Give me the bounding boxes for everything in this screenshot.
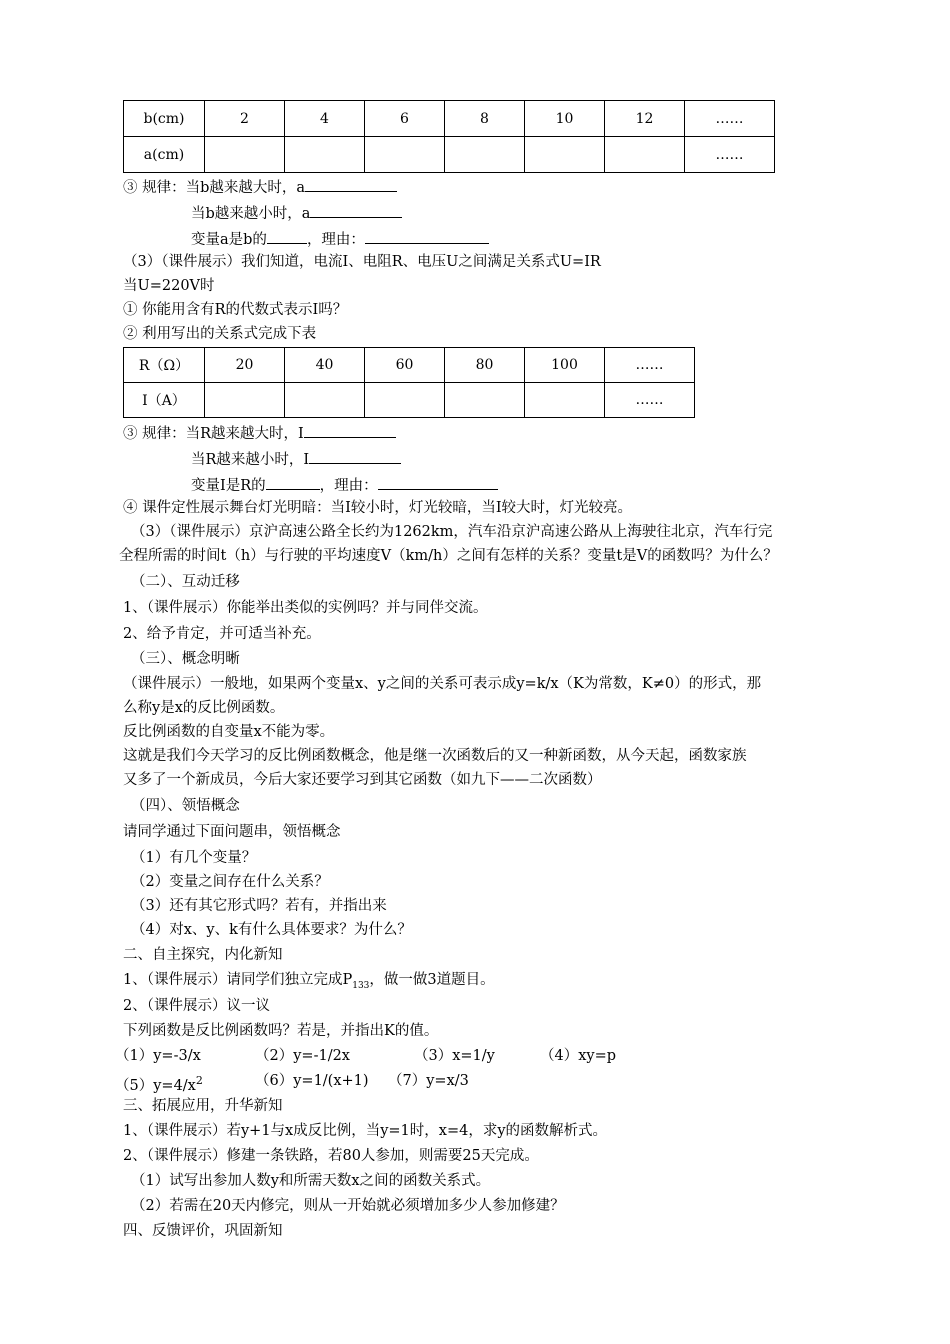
section-heading: （三）、概念明晰 [131, 651, 240, 667]
list-item: （2）变量之间存在什么关系？ [131, 874, 329, 890]
page-subscript: 133 [352, 980, 370, 991]
table-row [124, 101, 775, 137]
paragraph [123, 970, 495, 996]
table-row [124, 383, 695, 418]
rule-text: ，理由： [306, 232, 365, 248]
table-cell: 2 [205, 101, 285, 137]
paragraph: 请同学通过下面问题串，领悟概念 [123, 824, 341, 840]
table-cell: 20 [205, 348, 285, 383]
table-cell [605, 137, 685, 173]
section-heading: （二）、互动迁移 [131, 574, 240, 590]
rule-line [191, 474, 498, 496]
question: ④ 课件定性展示舞台灯光明暗：当I较小时，灯光较暗，当I较大时，灯光较亮。 [123, 500, 633, 516]
table-cell: 4 [285, 101, 365, 137]
exponent: 2 [195, 1074, 203, 1087]
function-item: （7）y=x/3 [388, 1073, 469, 1089]
function-item [115, 1071, 203, 1096]
rule-line [123, 422, 396, 444]
function-item: （6）y=1/(x+1) [255, 1073, 369, 1089]
table-cell: 60 [365, 348, 445, 383]
paragraph: （3）（课件展示）京沪高速公路全长约为1262km，汽车沿京沪高速公路从上海驶往北京，汽车行完 [131, 524, 773, 540]
function-item: （3）x=1/y [414, 1048, 495, 1064]
table-cell: I（A） [124, 383, 205, 418]
rule-text: 变量a是b的 [191, 232, 267, 248]
table-cell [285, 137, 365, 173]
table-cell [525, 383, 605, 418]
answer-blank [309, 448, 401, 464]
section-heading: 四、反馈评价，巩固新知 [123, 1223, 283, 1239]
paragraph: 2、（课件展示）议一议 [123, 998, 270, 1014]
table-cell: 6 [365, 101, 445, 137]
rule-text: 当b越来越小时，a [191, 206, 311, 222]
list-item: （1）试写出参加人数y和所需天数x之间的函数关系式。 [131, 1173, 491, 1189]
table-cell [285, 383, 365, 418]
table-cell: 100 [525, 348, 605, 383]
paragraph: （课件展示）一般地，如果两个变量x、y之间的关系可表示成y=k/x（K为常数，K≠0）的形式，那 [123, 676, 762, 692]
answer-blank [305, 176, 397, 192]
answer-blank [267, 228, 307, 244]
table-r-i [123, 347, 695, 418]
table-cell [445, 383, 525, 418]
rule-line [191, 202, 402, 224]
table-cell [525, 137, 605, 173]
rule-line [123, 176, 397, 198]
rule-line [191, 448, 401, 470]
rule-text: ③ 规律：当R越来越大时，I [123, 426, 304, 442]
answer-blank [304, 422, 396, 438]
rule-line [191, 228, 489, 250]
table-cell [205, 383, 285, 418]
table-row [124, 348, 695, 383]
function-item: （4）xy=p [540, 1048, 617, 1064]
table-cell: …… [605, 383, 695, 418]
table-cell [205, 137, 285, 173]
section-heading: （四）、领悟概念 [131, 798, 240, 814]
paragraph: 2、给予肯定，并可适当补充。 [123, 626, 321, 642]
table-b-a [123, 100, 775, 173]
function-item: （2）y=-1/2x [255, 1048, 350, 1064]
table-cell [365, 137, 445, 173]
table-cell: 10 [525, 101, 605, 137]
function-item: （1）y=-3/x [115, 1048, 201, 1064]
paragraph: 这就是我们今天学习的反比例函数概念，他是继一次函数后的又一种新函数，从今天起，函数家族 [123, 748, 747, 764]
paragraph-text: 1、（课件展示）请同学们独立完成P [123, 972, 353, 988]
paragraph: 全程所需的时间t（h）与行驶的平均速度V（km/h）之间有怎样的关系？变量t是V的函数吗？为什么？ [119, 548, 778, 564]
rule-text: ，理由： [319, 478, 378, 494]
table-cell: …… [685, 137, 775, 173]
table-row [124, 137, 775, 173]
paragraph-text: ，做一做3道题目。 [369, 972, 495, 988]
list-item: （2）若需在20天内修完，则从一开始就必须增加多少人参加修建？ [131, 1198, 565, 1214]
section-heading: 三、拓展应用，升华新知 [123, 1098, 283, 1114]
section-heading: 二、自主探究，内化新知 [123, 947, 283, 963]
answer-blank [365, 228, 489, 244]
paragraph: 反比例函数的自变量x不能为零。 [123, 724, 335, 740]
table-cell: a(cm) [124, 137, 205, 173]
paragraph: 2、（课件展示）修建一条铁路，若80人参加，则需要25天完成。 [123, 1148, 539, 1164]
table-cell: …… [605, 348, 695, 383]
table-cell: 12 [605, 101, 685, 137]
paragraph: 当U=220V时 [123, 278, 215, 294]
table-cell: 8 [445, 101, 525, 137]
question: ② 利用写出的关系式完成下表 [123, 326, 317, 342]
paragraph: 又多了一个新成员，今后大家还要学习到其它函数（如九下——二次函数） [123, 772, 602, 788]
paragraph: 1、（课件展示）你能举出类似的实例吗？并与同伴交流。 [123, 600, 488, 616]
rule-text: ③ 规律：当b越来越大时，a [123, 180, 306, 196]
function-text: （5）y=4/x [115, 1077, 196, 1094]
table-cell [365, 383, 445, 418]
table-cell [445, 137, 525, 173]
answer-blank [266, 474, 320, 490]
paragraph: 1、（课件展示）若y+1与x成反比例，当y=1时，x=4，求y的函数解析式。 [123, 1123, 608, 1139]
list-item: （3）还有其它形式吗？若有，并指出来 [131, 898, 387, 914]
table-cell: 80 [445, 348, 525, 383]
table-cell: …… [685, 101, 775, 137]
paragraph: （3）（课件展示）我们知道，电流I、电阻R、电压U之间满足关系式U=IR [123, 254, 601, 270]
paragraph: 么称y是x的反比例函数。 [123, 700, 285, 716]
list-item: （4）对x、y、k有什么具体要求？为什么？ [131, 922, 412, 938]
table-cell: 40 [285, 348, 365, 383]
table-cell: b(cm) [124, 101, 205, 137]
answer-blank [310, 202, 402, 218]
table-cell: R（Ω） [124, 348, 205, 383]
list-item: （1）有几个变量？ [131, 850, 257, 866]
rule-text: 当R越来越小时，I [191, 452, 310, 468]
answer-blank [378, 474, 498, 490]
rule-text: 变量I是R的 [191, 478, 266, 494]
paragraph: 下列函数是反比例函数吗？若是，并指出K的值。 [123, 1023, 439, 1039]
question: ① 你能用含有R的代数式表示I吗？ [123, 302, 348, 318]
